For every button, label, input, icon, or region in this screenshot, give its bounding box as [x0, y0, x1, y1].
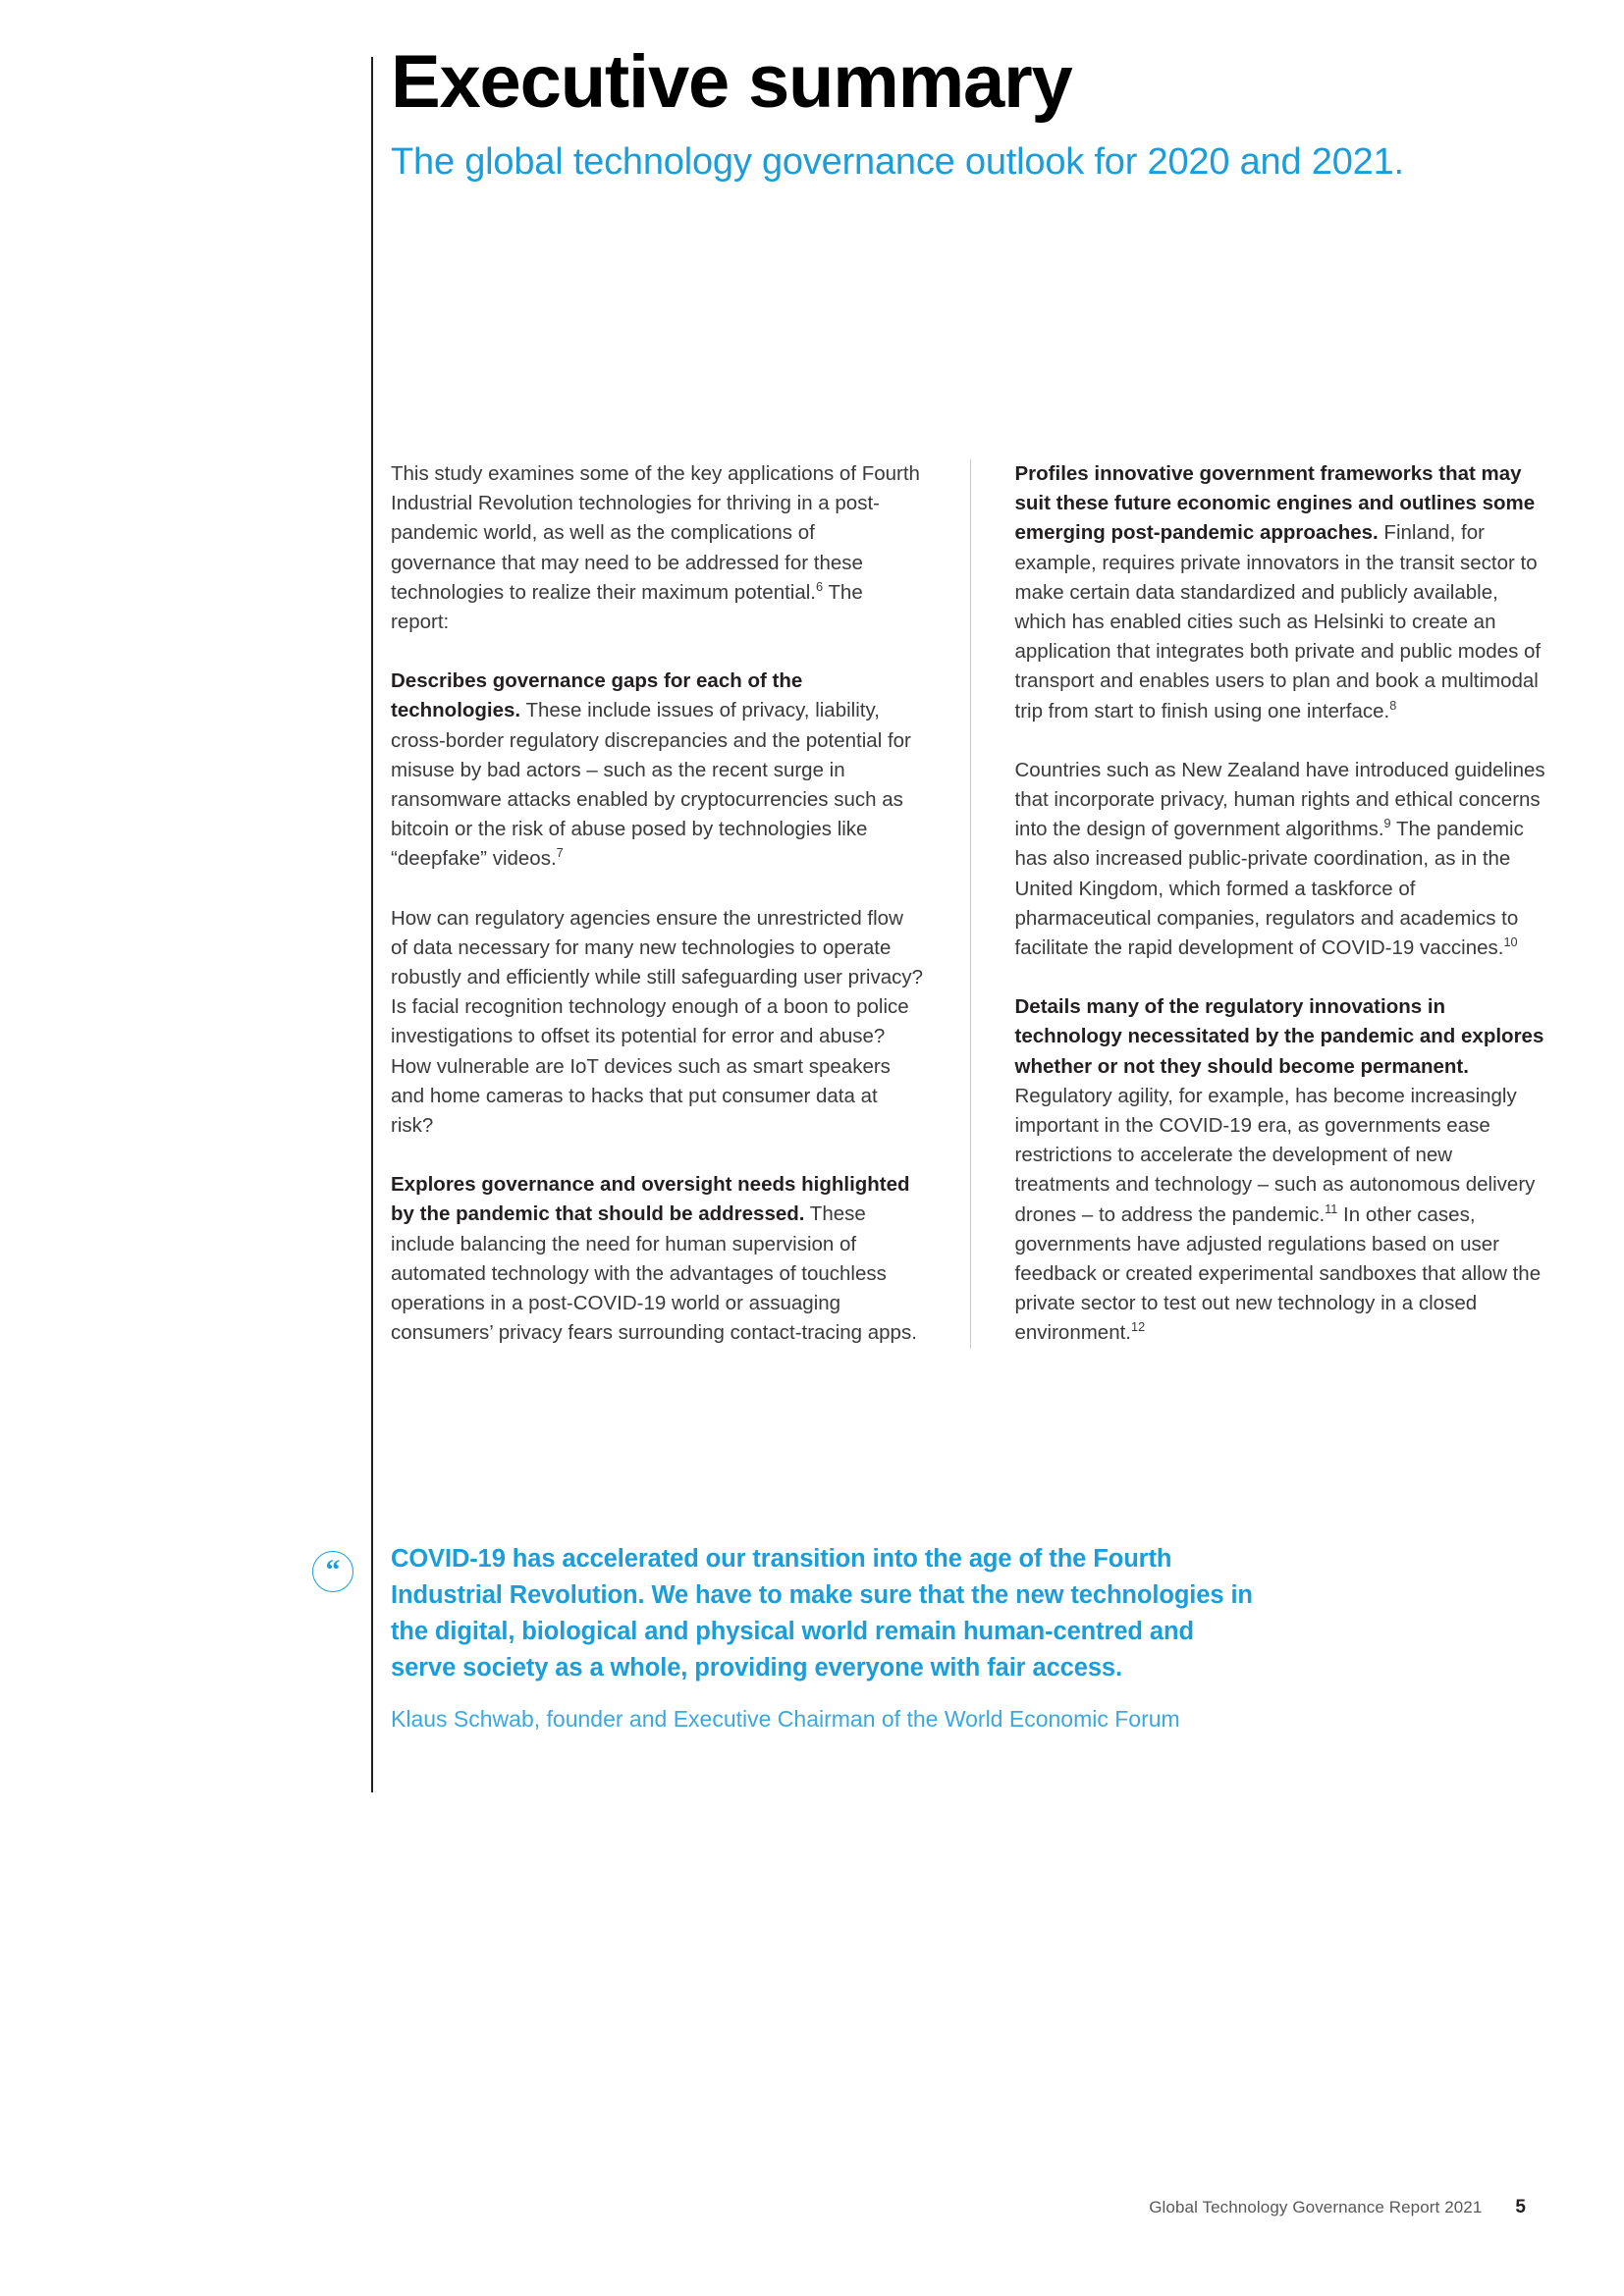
paragraph-countries	[1015, 756, 1550, 963]
body-columns	[391, 459, 1549, 1349]
footer-page-number: 5	[1515, 2197, 1526, 2217]
right-column	[970, 459, 1550, 1349]
paragraph-profiles-frameworks	[1015, 459, 1550, 726]
footnote-ref-9: 9	[1383, 816, 1391, 831]
paragraph-explores-oversight	[391, 1170, 926, 1348]
intro-text: This study examines some of the key applications of Fourth Industrial Revolution technologies for thriving in a post-pandemic world, as well as the complications of governance that may need to be addressed for these technologies to realize their maximum potential.	[391, 462, 920, 604]
footnote-ref-12: 12	[1131, 1319, 1146, 1335]
intro-tail: The report:	[391, 580, 863, 634]
paragraph-questions: How can regulatory agencies ensure the unrestricted flow of data necessary for many new technologies to operate robustly and efficiently while still safeguarding user privacy? Is facial recognition technology enough of a boon to police investigations to offset its potential for error and abuse? How vulnerable are IoT devices such as smart speakers and home cameras to hacks that put consumer data at risk?	[391, 906, 924, 1138]
quote-mark-icon: “	[312, 1551, 353, 1592]
describes-body: These include issues of privacy, liability, cross-border regulatory discrepancies and the potential for misuse by bad actors – such as the recent surge in ransomware attacks enabled by cryptocurrencies such as bitcoin or the risk of abuse posed by technologies like “deepfake” videos.	[391, 699, 911, 871]
details-text-a: Regulatory agility, for example, has become increasingly important in the COVID-19 era, as governments ease restrictions to accelerate the development of new treatments and technology – such as autonomous delivery drones – to address the pandemic.	[1014, 1084, 1536, 1226]
page-title: Executive summary	[391, 40, 1072, 124]
page-footer	[391, 2197, 1526, 2218]
paragraph-describes-gaps	[391, 667, 926, 874]
countries-text-a: Countries such as New Zealand have introduced guidelines that incorporate privacy, human rights and ethical concerns into the design of government algorithms.	[1014, 758, 1545, 841]
profiles-body: Finland, for example, requires private innovators in the transit sector to make certain data standardized and publicly available, which has enabled cities such as Helsinki to create an application that integrates both private and public modes of transport and enables users to plan and book a multimodal trip from start to finish using one interface.	[1014, 521, 1542, 722]
explores-body: These include balancing the need for human supervision of automated technology with the advantages of touchless operations in a post-COVID-19 world or assuaging consumers’ privacy fears surrounding contact-tracing apps.	[391, 1202, 917, 1345]
page-subtitle: The global technology governance outlook for 2020 and 2021.	[391, 141, 1404, 183]
paragraph-intro	[391, 459, 926, 637]
footnote-ref-7: 7	[556, 845, 564, 861]
lead-in-explores: Explores governance and oversight needs highlighted by the pandemic that should be addressed.	[391, 1173, 910, 1226]
lead-in-details: Details many of the regulatory innovations in technology necessitated by the pandemic and explores whether or not they should become permanent.	[1014, 995, 1544, 1078]
footnote-ref-10: 10	[1503, 934, 1518, 950]
lead-in-describes: Describes governance gaps for each of the technologies.	[391, 669, 803, 722]
details-text-b: In other cases, governments have adjusted regulations based on user feedback or created experimental sandboxes that allow the private sector to test out new technology in a closed environment.	[1014, 1202, 1542, 1345]
left-column	[391, 459, 926, 1349]
pull-quote	[312, 1541, 1490, 1735]
footnote-ref-11: 11	[1325, 1201, 1338, 1216]
footnote-ref-8: 8	[1389, 697, 1397, 713]
left-margin-rule	[371, 57, 373, 1792]
countries-text-b: The pandemic has also increased public-private coordination, as in the United Kingdom, which formed a taskforce of pharmaceutical companies, regulators and academics to facilitate the rapid development of COVID-19 vaccines.	[1014, 818, 1524, 960]
quote-body	[391, 1541, 1255, 1735]
lead-in-profiles: Profiles innovative government frameworks that may suit these future economic engines and outlines some emerging post-pandemic approaches.	[1014, 462, 1536, 545]
quote-text: COVID-19 has accelerated our transition into the age of the Fourth Industrial Revolution. We have to make sure that the new technologies in the digital, biological and physical world remain human-centred and serve society as a whole, providing everyone with fair access.	[391, 1545, 1253, 1682]
title-block	[391, 41, 1549, 186]
footnote-ref-6: 6	[816, 578, 824, 594]
footer-report-title: Global Technology Governance Report 2021	[1149, 2198, 1483, 2216]
paragraph-details-innovations	[1015, 992, 1550, 1348]
quote-attribution: Klaus Schwab, founder and Executive Chairman of the World Economic Forum	[391, 1706, 1180, 1732]
